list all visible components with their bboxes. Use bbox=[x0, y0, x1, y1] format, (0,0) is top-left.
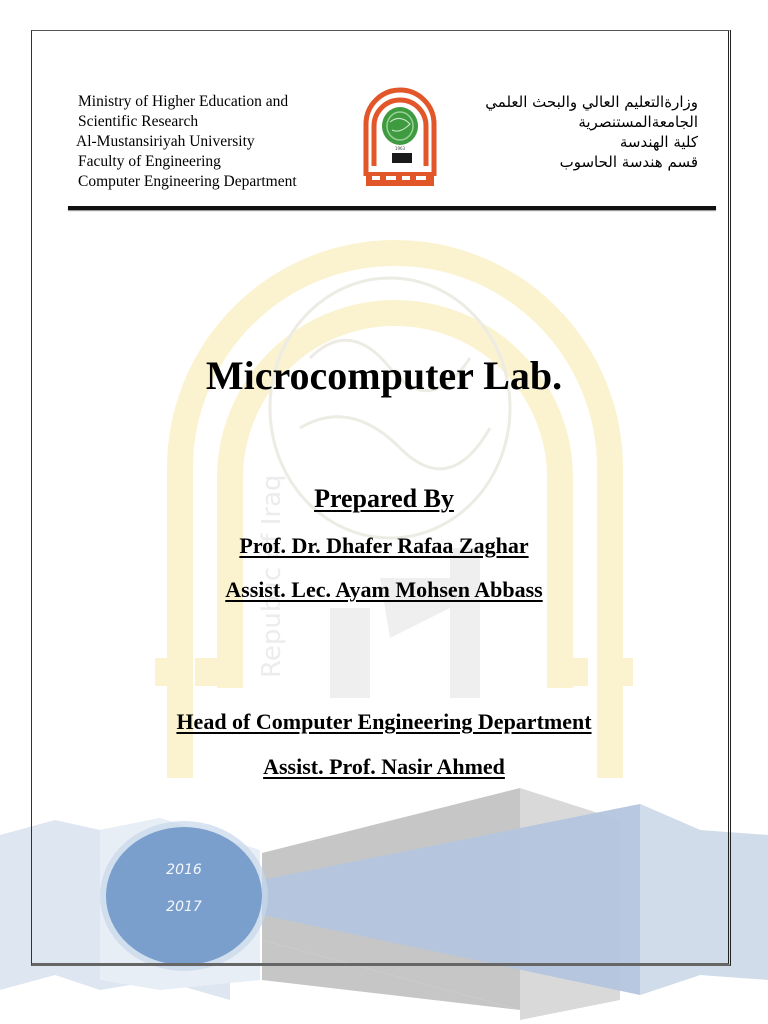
prepared-by-heading bbox=[0, 484, 768, 514]
header-arabic-block bbox=[485, 92, 698, 172]
year-end: 2017 bbox=[166, 899, 202, 915]
department-head-name: Assist. Prof. Nasir Ahmed bbox=[263, 754, 505, 779]
header-english-block bbox=[78, 92, 297, 192]
author-2 bbox=[0, 577, 768, 603]
prepared-by-label: Prepared By bbox=[314, 484, 454, 513]
department-name: Computer Engineering Department bbox=[78, 173, 297, 190]
university-name: Al-Mustansiriyah University bbox=[76, 133, 255, 150]
author-1-name: Prof. Dr. Dhafer Rafaa Zaghar bbox=[239, 533, 529, 558]
ministry-arabic: وزارةالتعليم العالي والبحث العلمي bbox=[485, 93, 698, 111]
svg-text:Republic of Iraq: Republic of Iraq bbox=[257, 474, 287, 678]
college-emblem-logo-icon bbox=[362, 86, 438, 190]
department-arabic: قسم هندسة الحاسوب bbox=[559, 153, 698, 171]
department-head-label: Head of Computer Engineering Department bbox=[176, 709, 592, 734]
year-start: 2016 bbox=[166, 862, 202, 878]
department-head-heading bbox=[0, 709, 768, 735]
ministry-line-1: Ministry of Higher Education and bbox=[78, 93, 289, 110]
department-head bbox=[0, 754, 768, 780]
author-1 bbox=[0, 533, 768, 559]
faculty-name: Faculty of Engineering bbox=[78, 153, 221, 170]
document-title: Microcomputer Lab. bbox=[205, 353, 563, 398]
author-2-name: Assist. Lec. Ayam Mohsen Abbass bbox=[225, 577, 543, 602]
ministry-line-2: Scientific Research bbox=[78, 113, 199, 130]
university-arabic: الجامعةالمستنصرية bbox=[578, 113, 698, 131]
svg-text:1963: 1963 bbox=[394, 146, 406, 151]
faculty-arabic: كلية الهندسة bbox=[619, 133, 698, 151]
academic-year-badge bbox=[106, 827, 262, 965]
header-divider bbox=[68, 206, 716, 210]
